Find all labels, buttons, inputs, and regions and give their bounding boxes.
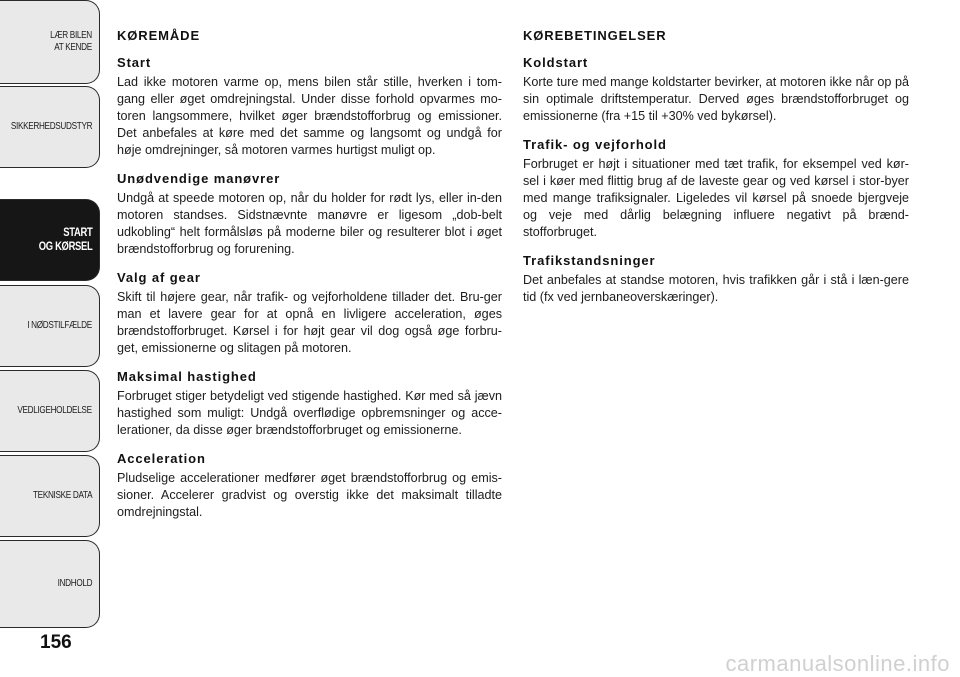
section-heading-korebetingelser: KØREBETINGELSER [523, 28, 667, 43]
right-column [523, 22, 909, 318]
tab-vedligeholdelse[interactable] [0, 370, 100, 452]
subheading-valg-af-gear: Valg af gear [117, 270, 201, 285]
tab-start-og-korsel[interactable] [0, 199, 100, 281]
subheading-maksimal-hastighed: Maksimal hastighed [117, 369, 257, 384]
tab-label: LÆR BILEN AT KENDE [50, 30, 92, 53]
subheading-trafik-og-vejforhold: Trafik- og vejforhold [523, 137, 667, 152]
tab-label: TEKNISKE DATA [32, 490, 92, 501]
paragraph-koldstart: Korte ture med mange koldstarter bevirker, at motoren ikke når op på sin optimale driftstemperatur. Derved øges brændstofforbruget og emissionerne (fra +15 til +30% ved bykørsel). [523, 75, 909, 123]
tab-i-nodstilfaelde[interactable] [0, 285, 100, 367]
paragraph-acceleration: Pludselige accelerationer medfører øget brændstofforbrug og emis-sioner. Accelerer gradvist og overstig ikke det maksimalt tilladte omdrejningstal. [117, 471, 502, 519]
subheading-acceleration: Acceleration [117, 451, 206, 466]
paragraph-trafikstandsninger: Det anbefales at standse motoren, hvis trafikken går i stå i læn-gere tid (fx ved jernbaneoverskæringer). [523, 273, 909, 304]
paragraph-valg-af-gear: Skift til højere gear, når trafik- og vejforholdene tillader det. Bru-ger man et lavere gear for at opnå en livligere acceleration, øges brændstofforbruget. Kørsel i for højt gear vil dog også øge forbru-get, emissionerne og slitagen på motoren. [117, 290, 502, 355]
tab-label: INDHOLD [57, 578, 92, 589]
paragraph-maksimal-hastighed: Forbruget stiger betydeligt ved stigende hastighed. Kør med så jævn hastighed som muligt: Undgå overflødige opbremsninger og acce-lerationer, da disse øger brændstofforbruget og emissionerne. [117, 389, 502, 437]
tab-label: START OG KØRSEL [38, 227, 92, 253]
paragraph-trafik-og-vejforhold: Forbruget er højt i situationer med tæt trafik, for eksempel ved kør-sel i køer med flittig brug af de laveste gear og ved kørsel i stor-byer med mange trafiksignaler. Ligeledes vil kørsel på snoede bjergveje og veje med dårlig belægning influere negativt på brænd-stofforbruget. [523, 157, 909, 239]
tab-tekniske-data[interactable] [0, 455, 100, 537]
watermark-text: carmanualsonline.info [725, 651, 950, 676]
paragraph-unodvendige-manovrer: Undgå at speede motoren op, når du holder for rødt lys, eller in-den motoren standses. Sidstnævnte manøvre er ligesom „dob-belt udkobling“ helt formålsløs på moderne biler og resulterer blot i øget brændstofforbrug og forurening. [117, 191, 502, 256]
subheading-unodvendige-manovrer: Unødvendige manøvrer [117, 171, 281, 186]
subheading-start: Start [117, 55, 152, 70]
subheading-koldstart: Koldstart [523, 55, 589, 70]
page-number: 156 [40, 632, 72, 653]
tab-laer-bilen-at-kende[interactable] [0, 0, 100, 84]
paragraph-start: Lad ikke motoren varme op, mens bilen står stille, hverken i tom-gang eller øget omdrejningstal. Under disse forhold opvarmes mo-toren langsommere, hvilket øger brændstofforbrug og emissioner. Det anbefales at køre med det samme og langsomt og undgå for høje omdrejninger, så motoren varmes hurtigst muligt op. [117, 75, 502, 157]
tab-label: SIKKERHEDSUDSTYR [10, 121, 92, 132]
left-column [117, 22, 502, 533]
tab-label: I NØDSTILFÆLDE [27, 320, 92, 331]
chapter-tabs [0, 0, 102, 630]
subheading-trafikstandsninger: Trafikstandsninger [523, 253, 656, 268]
tab-label: VEDLIGEHOLDELSE [17, 405, 92, 416]
tab-indhold[interactable] [0, 540, 100, 628]
tab-sikkerhedsudstyr[interactable] [0, 86, 100, 168]
section-heading-koremade: KØREMÅDE [117, 28, 201, 43]
